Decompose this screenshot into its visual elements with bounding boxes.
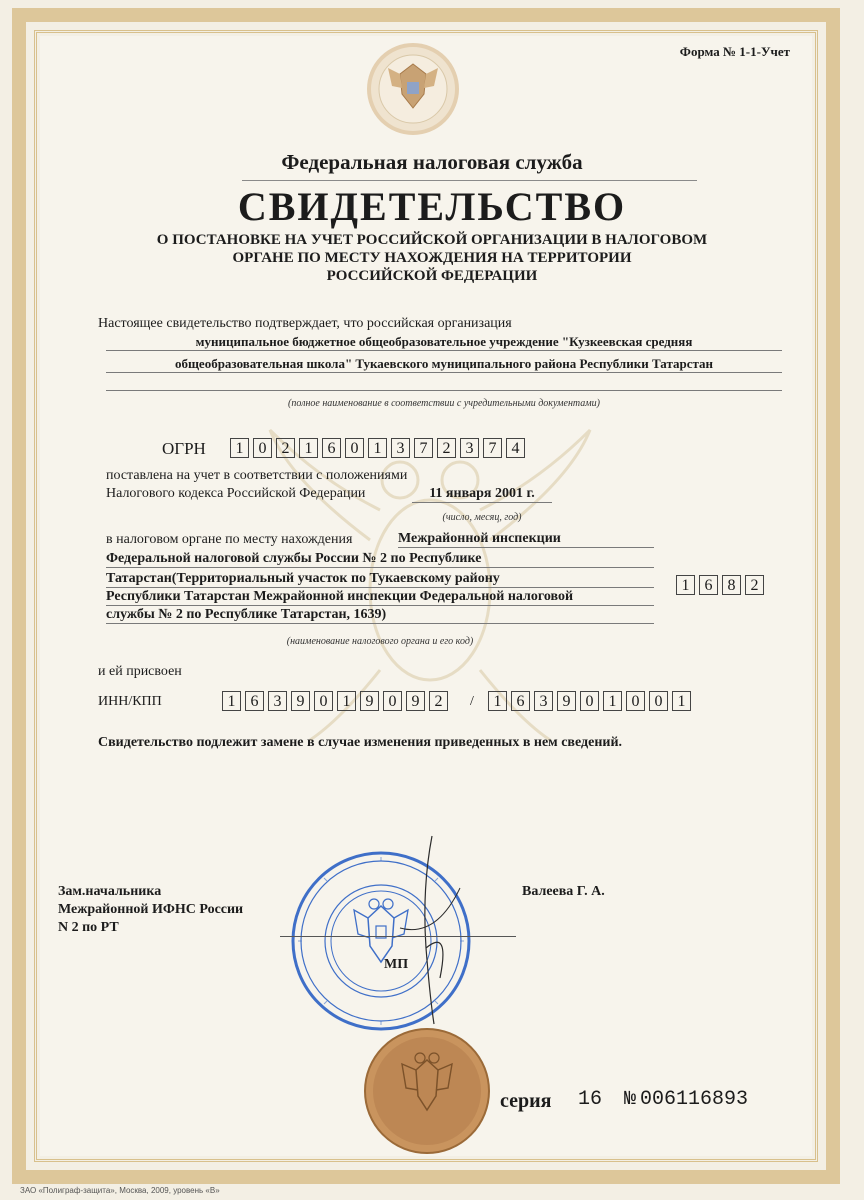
state-emblem-hologram <box>366 42 460 136</box>
ogrn-digit: 2 <box>276 438 295 458</box>
signatory-position-3: N 2 по РТ <box>58 920 119 935</box>
tax-office-line-4: Республики Татарстан Межрайонной инспекции Федеральной налоговой <box>106 589 654 606</box>
printer-imprint: ЗАО «Полиграф-защита», Москва, 2009, уровень «В» <box>20 1186 220 1195</box>
ogrn-number <box>230 438 529 458</box>
tax-office-line-5: службы № 2 по Республике Татарстан, 1639) <box>106 607 654 624</box>
ogrn-digit: 1 <box>230 438 249 458</box>
signatory-position-1: Зам.начальника <box>58 884 162 899</box>
signature-line <box>280 936 516 937</box>
kpp-number <box>488 691 695 711</box>
org-name-line-2: общеобразовательная школа" Тукаевского муниципального района Республики Татарстан <box>106 356 782 373</box>
inn-digit: 2 <box>429 691 448 711</box>
ogrn-digit: 2 <box>437 438 456 458</box>
ogrn-digit: 3 <box>391 438 410 458</box>
org-name-hint: (полное наименование в соответствии с учредительными документами) <box>288 398 600 409</box>
ogrn-digit: 3 <box>460 438 479 458</box>
ogrn-label: ОГРН <box>162 439 206 458</box>
ogrn-digit: 0 <box>253 438 272 458</box>
org-name-blank-line <box>106 390 782 391</box>
inn-digit: 9 <box>360 691 379 711</box>
ogrn-digit: 4 <box>506 438 525 458</box>
tax-office-line-3: Татарстан(Территориальный участок по Тукаевскому району <box>106 571 654 588</box>
registration-line-1: поставлена на учет в соответствии с положениями <box>106 468 408 483</box>
assigned-text: и ей присвоен <box>98 664 182 679</box>
subtitle-line-1: О ПОСТАНОВКЕ НА УЧЕТ РОССИЙСКОЙ ОРГАНИЗАЦИИ В НАЛОГОВОМ <box>156 232 708 248</box>
stamp-place-mark: МП <box>384 957 409 972</box>
handwritten-signature <box>340 828 540 1028</box>
tax-code-digit: 2 <box>745 575 764 595</box>
registration-line-2: Налогового кодекса Российской Федерации <box>106 486 366 501</box>
subtitle-line-3: РОССИЙСКОЙ ФЕДЕРАЦИИ <box>326 268 538 284</box>
ogrn-digit: 1 <box>368 438 387 458</box>
inn-digit: 6 <box>245 691 264 711</box>
inn-digit: 9 <box>406 691 425 711</box>
registration-date-hint: (число, месяц, год) <box>442 512 522 523</box>
replacement-notice: Свидетельство подлежит замене в случае изменения приведенных в нем сведений. <box>98 735 623 750</box>
org-name-line-1: муниципальное бюджетное общеобразовательное учреждение "Кузкеевская средняя <box>106 334 782 351</box>
tax-office-line-2: Федеральной налоговой службы России № 2 по Республике <box>106 551 654 568</box>
kpp-digit: 0 <box>649 691 668 711</box>
tax-code-digit: 1 <box>676 575 695 595</box>
document-title: СВИДЕТЕЛЬСТВО <box>237 184 627 229</box>
kpp-digit: 1 <box>603 691 622 711</box>
kpp-digit: 0 <box>626 691 645 711</box>
tax-office-hint: (наименование налогового органа и его код) <box>286 636 474 647</box>
intro-text: Настоящее свидетельство подтверждает, что российская организация <box>98 316 512 331</box>
signatory-name: Валеева Г. А. <box>522 884 605 899</box>
series-label: серия <box>500 1090 552 1112</box>
kpp-digit: 3 <box>534 691 553 711</box>
inn-digit: 0 <box>314 691 333 711</box>
tax-code-digit: 8 <box>722 575 741 595</box>
inn-kpp-separator: / <box>470 694 474 709</box>
inn-digit: 9 <box>291 691 310 711</box>
ogrn-digit: 7 <box>414 438 433 458</box>
ogrn-digit: 1 <box>299 438 318 458</box>
signatory-position-2: Межрайонной ИФНС России <box>58 902 244 917</box>
agency-underline <box>242 180 697 181</box>
tax-office-line-1: Межрайонной инспекции <box>398 531 654 548</box>
kpp-digit: 0 <box>580 691 599 711</box>
ogrn-digit: 6 <box>322 438 341 458</box>
registration-date: 11 января 2001 г. <box>412 486 552 503</box>
kpp-digit: 1 <box>672 691 691 711</box>
number-sign: № <box>624 1088 637 1111</box>
inn-kpp-label: ИНН/КПП <box>98 694 162 709</box>
tax-code-digit: 6 <box>699 575 718 595</box>
tax-office-code <box>676 575 768 595</box>
inn-digit: 1 <box>337 691 356 711</box>
ogrn-digit: 7 <box>483 438 502 458</box>
hologram-seal <box>362 1026 492 1156</box>
inn-number <box>222 691 452 711</box>
subtitle-line-2: ОРГАНЕ ПО МЕСТУ НАХОЖДЕНИЯ НА ТЕРРИТОРИИ <box>232 250 632 266</box>
inn-digit: 3 <box>268 691 287 711</box>
series-value: 16 <box>578 1088 603 1111</box>
inn-digit: 0 <box>383 691 402 711</box>
inn-digit: 1 <box>222 691 241 711</box>
kpp-digit: 9 <box>557 691 576 711</box>
kpp-digit: 1 <box>488 691 507 711</box>
tax-office-prefix: в налоговом органе по месту нахождения <box>106 532 353 547</box>
agency-name: Федеральная налоговая служба <box>281 150 583 174</box>
ogrn-digit: 0 <box>345 438 364 458</box>
form-code: Форма № 1-1-Учет <box>679 44 790 59</box>
kpp-digit: 6 <box>511 691 530 711</box>
serial-number: 006116893 <box>640 1088 749 1111</box>
